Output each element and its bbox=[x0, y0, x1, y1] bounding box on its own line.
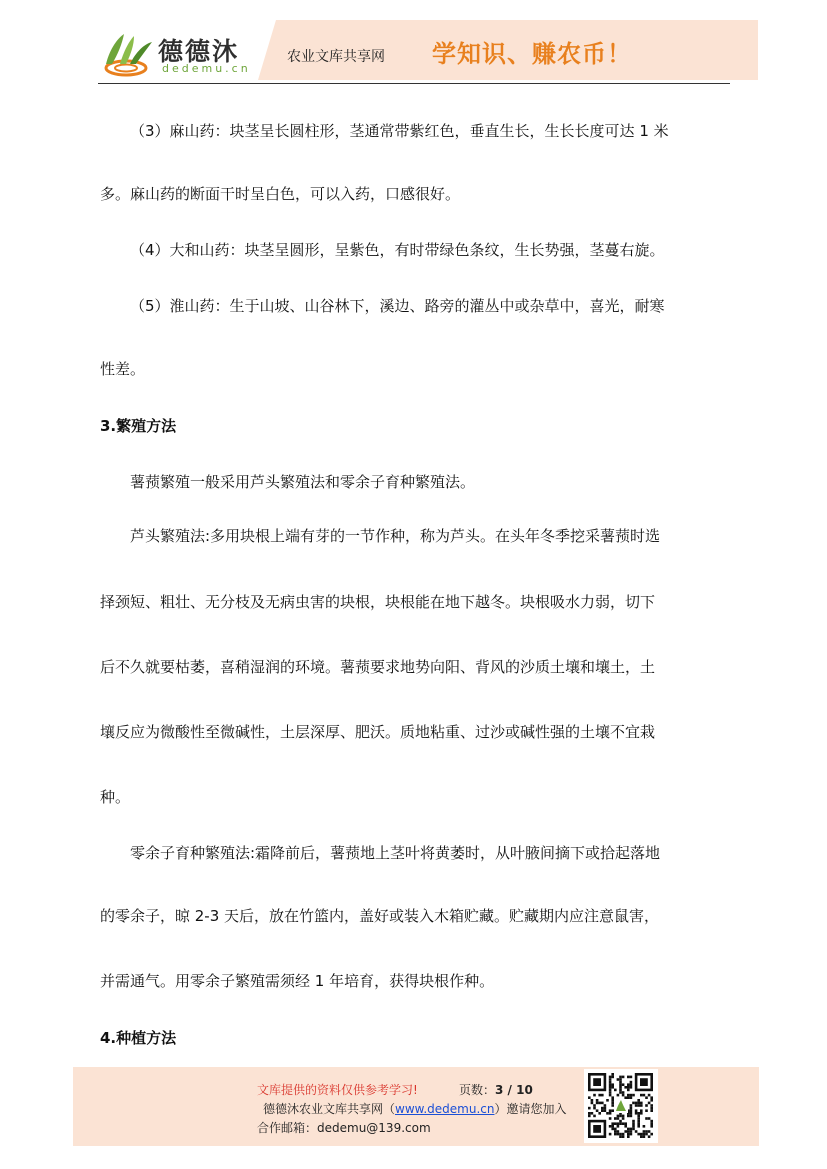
contact-line bbox=[263, 1100, 567, 1117]
site-logo[interactable] bbox=[100, 30, 260, 80]
slogan: 学知识、赚农币！ bbox=[432, 39, 632, 68]
paragraph-line: （5）淮山药：生于山坡、山谷林下，溪边、路旁的灌丛中或杂草中，喜光，耐寒 bbox=[130, 297, 665, 315]
paragraph-line: 并需通气。用零余子繁殖需须经 1 年培育，获得块根作种。 bbox=[100, 972, 495, 990]
contact-suffix: ）邀请您加入 bbox=[494, 1102, 567, 1116]
paragraph-line: （3）麻山药：块茎呈长圆柱形，茎通常带紫红色，垂直生长，生长长度可达 1 米 bbox=[130, 122, 669, 140]
page-total: 10 bbox=[516, 1083, 533, 1097]
paragraph-line: 壤反应为微酸性至微碱性，土层深厚、肥沃。质地粘重、过沙或碱性强的土壤不宜栽 bbox=[100, 723, 656, 741]
section-heading: 4.种植方法 bbox=[100, 1029, 177, 1047]
email-line: 合作邮箱：dedemu@139.com bbox=[257, 1121, 431, 1135]
dedemu-logo-icon bbox=[100, 30, 156, 78]
page-current: 3 bbox=[495, 1083, 504, 1097]
page-separator: / bbox=[503, 1083, 517, 1097]
paragraph-line: 多。麻山药的断面干时呈白色，可以入药，口感很好。 bbox=[100, 185, 461, 203]
contact-prefix: 德德沐农业文库共享网（ bbox=[263, 1102, 396, 1116]
paragraph-line: 薯蓣繁殖一般采用芦头繁殖法和零余子育种繁殖法。 bbox=[130, 473, 476, 491]
page-label: 页数： bbox=[459, 1083, 496, 1097]
paragraph-line: 择颈短、粗壮、无分枝及无病虫害的块根，块根能在地下越冬。块根吸水力弱，切下 bbox=[100, 593, 656, 611]
paragraph-line: 零余子育种繁殖法:霜降前后，薯蓣地上茎叶将黄萎时，从叶腋间摘下或拾起落地 bbox=[130, 844, 661, 862]
website-link[interactable]: www.dedemu.cn bbox=[395, 1102, 495, 1116]
paragraph-line: 的零余子，晾 2-3 天后，放在竹篮内，盖好或装入木箱贮藏。贮藏期内应注意鼠害， bbox=[100, 907, 660, 925]
header-divider bbox=[98, 83, 730, 84]
page-counter bbox=[459, 1081, 533, 1098]
disclaimer-text: 文库提供的资料仅供参考学习! bbox=[257, 1083, 418, 1097]
section-heading: 3.繁殖方法 bbox=[100, 417, 177, 435]
paragraph-line: 后不久就要枯萎，喜稍湿润的环境。薯蓣要求地势向阳、背风的沙质土壤和壤土，土 bbox=[100, 658, 656, 676]
qr-code-icon bbox=[584, 1069, 658, 1143]
logo-url: dedemu.cn bbox=[162, 62, 251, 75]
paragraph-line: （4）大和山药：块茎呈圆形，呈紫色，有时带绿色条纹，生长势强，茎蔓右旋。 bbox=[130, 241, 665, 259]
paragraph-line: 种。 bbox=[100, 788, 131, 806]
page-footer bbox=[73, 1067, 759, 1146]
paragraph-line: 芦头繁殖法:多用块根上端有芽的一节作种，称为芦头。在头年冬季挖采薯蓣时选 bbox=[130, 527, 661, 545]
logo-name: 德德沐 bbox=[158, 37, 240, 66]
site-name: 农业文库共享网 bbox=[287, 49, 385, 65]
page-header bbox=[0, 0, 827, 85]
paragraph-line: 性差。 bbox=[100, 360, 146, 378]
